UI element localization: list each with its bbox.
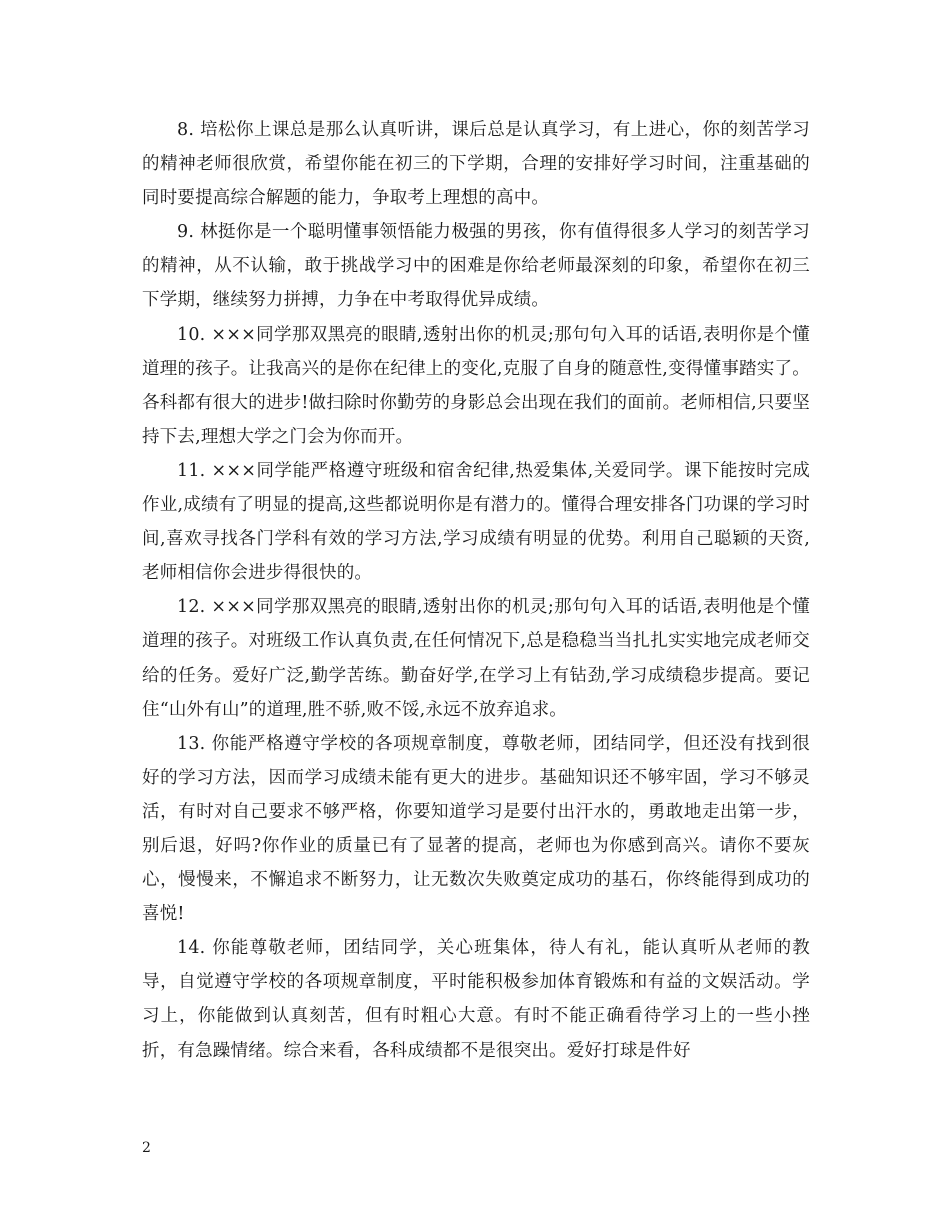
document-body	[142, 113, 810, 1068]
comment-paragraph-11: 11. ×××同学能严格遵守班级和宿舍纪律,热爱集体,关爱同学。课下能按时完成作业,成绩有了明显的提高,这些都说明你是有潜力的。懂得合理安排各门功课的学习时间,喜欢寻找各门学科有效的学习方法,学习成绩有明显的优势。利用自己聪颖的天资,老师相信你会进步得很快的。	[142, 460, 810, 584]
comment-paragraph-9: 9. 林挺你是一个聪明懂事领悟能力极强的男孩，你有值得很多人学习的刻苦学习的精神，从不认输，敢于挑战学习中的困难是你给老师最深刻的印象，希望你在初三下学期，继续努力拼搏，力争在中考取得优异成绩。	[142, 222, 810, 311]
page-number: 2	[142, 1140, 151, 1156]
comment-paragraph-14: 14. 你能尊敬老师，团结同学，关心班集体，待人有礼，能认真听从老师的教导，自觉遵守学校的各项规章制度，平时能积极参加体育锻炼和有益的文娱活动。学习上，你能做到认真刻苦，但有时粗心大意。有时不能正确看待学习上的一些小挫折，有急躁情绪。综合来看，各科成绩都不是很突出。爱好打球是件好	[142, 938, 810, 1061]
comment-paragraph-13: 13. 你能严格遵守学校的各项规章制度，尊敬老师，团结同学，但还没有找到很好的学习方法，因而学习成绩未能有更大的进步。基础知识还不够牢固，学习不够灵活，有时对自己要求不够严格，你要知道学习是要付出汗水的，勇敢地走出第一步，别后退，好吗?你作业的质量已有了显著的提高，老师也为你感到高兴。请你不要灰心，慢慢来，不懈追求不断努力，让无数次失败奠定成功的基石，你终能得到成功的喜悦!	[142, 733, 810, 925]
comment-paragraph-12: 12. ×××同学那双黑亮的眼睛,透射出你的机灵;那句句入耳的话语,表明他是个懂道理的孩子。对班级工作认真负责,在任何情况下,总是稳稳当当扎扎实实地完成老师交给的任务。爱好广泛,勤学苦练。勤奋好学,在学习上有钻劲,学习成绩稳步提高。要记住“山外有山”的道理,胜不骄,败不馁,永远不放弃追求。	[142, 597, 810, 720]
comment-paragraph-10: 10. ×××同学那双黑亮的眼睛,透射出你的机灵;那句句入耳的话语,表明你是个懂道理的孩子。让我高兴的是你在纪律上的变化,克服了自身的随意性,变得懂事踏实了。各科都有很大的进步!做扫除时你勤劳的身影总会出现在我们的面前。老师相信,只要坚持下去,理想大学之门会为你而开。	[142, 324, 810, 447]
comment-paragraph-8: 8. 培松你上课总是那么认真听讲，课后总是认真学习，有上进心，你的刻苦学习的精神老师很欣赏，希望你能在初三的下学期，合理的安排好学习时间，注重基础的同时要提高综合解题的能力，争取考上理想的高中。	[142, 120, 810, 209]
